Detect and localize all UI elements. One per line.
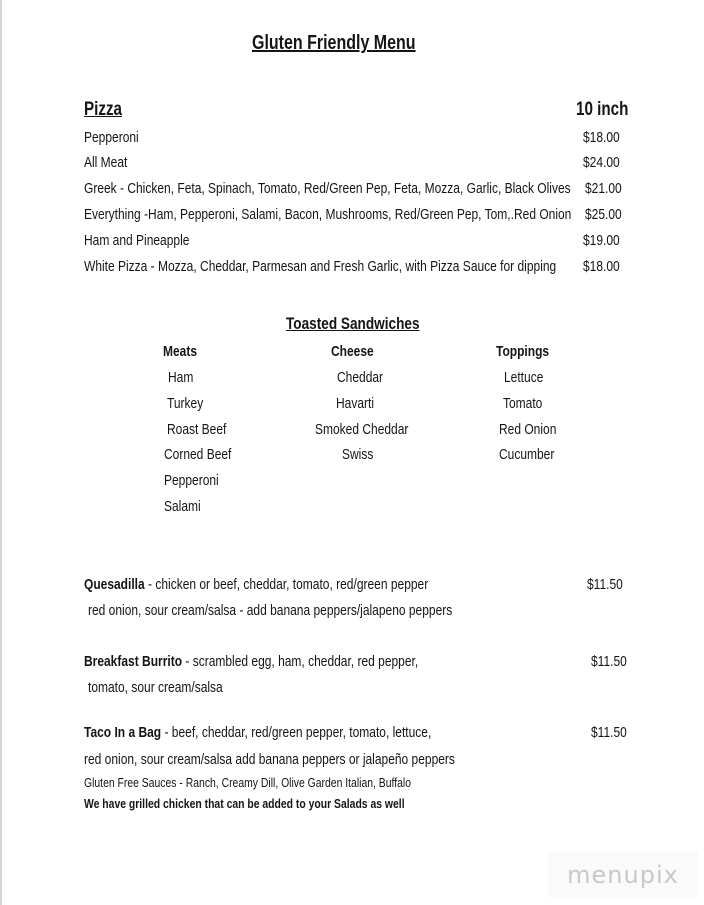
page-title: Gluten Friendly Menu [252, 32, 416, 54]
meats-column-header: Meats [163, 343, 198, 360]
pizza-item-name: White Pizza - Mozza, Cheddar, Parmesan and Fresh Garlic, with Pizza Sauce for dipping [84, 258, 557, 275]
pizza-item-price: $21.00 [585, 180, 622, 197]
meat-item: Salami [164, 498, 201, 515]
meat-item: Pepperoni [164, 472, 219, 489]
taco-name: Taco In a Bag [84, 724, 162, 741]
topping-item: Cucumber [499, 446, 555, 463]
pizza-item-price: $18.00 [583, 129, 620, 146]
quesadilla-price: $11.50 [587, 576, 623, 593]
meat-item: Roast Beef [167, 421, 227, 438]
pizza-item-name: Ham and Pineapple [84, 232, 190, 249]
pizza-item-price: $19.00 [583, 232, 620, 249]
pizza-item-price: $25.00 [585, 206, 622, 223]
topping-item: Tomato [503, 395, 543, 412]
topping-item: Lettuce [504, 369, 544, 386]
quesadilla-line1 [84, 576, 428, 594]
toppings-column-header: Toppings [496, 343, 550, 360]
pizza-item-price: $24.00 [583, 154, 620, 171]
burrito-desc: - scrambled egg, ham, cheddar, red pepper, [182, 653, 419, 670]
pizza-heading: Pizza [84, 99, 123, 120]
meat-item: Turkey [167, 395, 204, 412]
pizza-item-name: All Meat [84, 154, 128, 171]
sandwiches-heading: Toasted Sandwiches [286, 314, 420, 333]
pizza-size-label: 10 inch [576, 99, 629, 120]
pizza-item-price: $18.00 [583, 258, 620, 275]
grilled-chicken-note: We have grilled chicken that can be added to your Salads as well [84, 796, 405, 811]
taco-desc: - beef, cheddar, red/green pepper, tomato, lettuce, [161, 724, 432, 741]
burrito-name: Breakfast Burrito [84, 653, 183, 670]
burrito-line2: tomato, sour cream/salsa [88, 679, 223, 696]
page-edge [0, 0, 2, 905]
taco-line1 [84, 724, 431, 742]
cheese-item: Swiss [342, 446, 374, 463]
cheese-item: Smoked Cheddar [315, 421, 409, 438]
pizza-item-name: Everything -Ham, Pepperoni, Salami, Bacon, Mushrooms, Red/Green Pep, Tom,.Red Onion [84, 206, 572, 223]
gluten-free-sauces-note: Gluten Free Sauces - Ranch, Creamy Dill, Olive Garden Italian, Buffalo [84, 775, 411, 790]
meat-item: Corned Beef [164, 446, 232, 463]
cheese-item: Cheddar [337, 369, 384, 386]
menupix-watermark [548, 852, 698, 897]
quesadilla-name: Quesadilla [84, 576, 145, 593]
meat-item: Ham [168, 369, 194, 386]
burrito-price: $11.50 [591, 653, 627, 670]
quesadilla-desc: - chicken or beef, cheddar, tomato, red/green pepper [144, 576, 429, 593]
watermark-text: menupix [567, 860, 679, 889]
quesadilla-line2: red onion, sour cream/salsa - add banana peppers/jalapeno peppers [88, 602, 453, 619]
cheese-item: Havarti [336, 395, 375, 412]
taco-line2: red onion, sour cream/salsa add banana peppers or jalapeño peppers [84, 751, 455, 768]
pizza-item-name: Pepperoni [84, 129, 139, 146]
burrito-line1 [84, 653, 418, 671]
topping-item: Red Onion [499, 421, 557, 438]
cheese-column-header: Cheese [331, 343, 374, 360]
taco-price: $11.50 [591, 724, 627, 741]
pizza-item-name: Greek - Chicken, Feta, Spinach, Tomato, Red/Green Pep, Feta, Mozza, Garlic, Black Olives [84, 180, 571, 197]
